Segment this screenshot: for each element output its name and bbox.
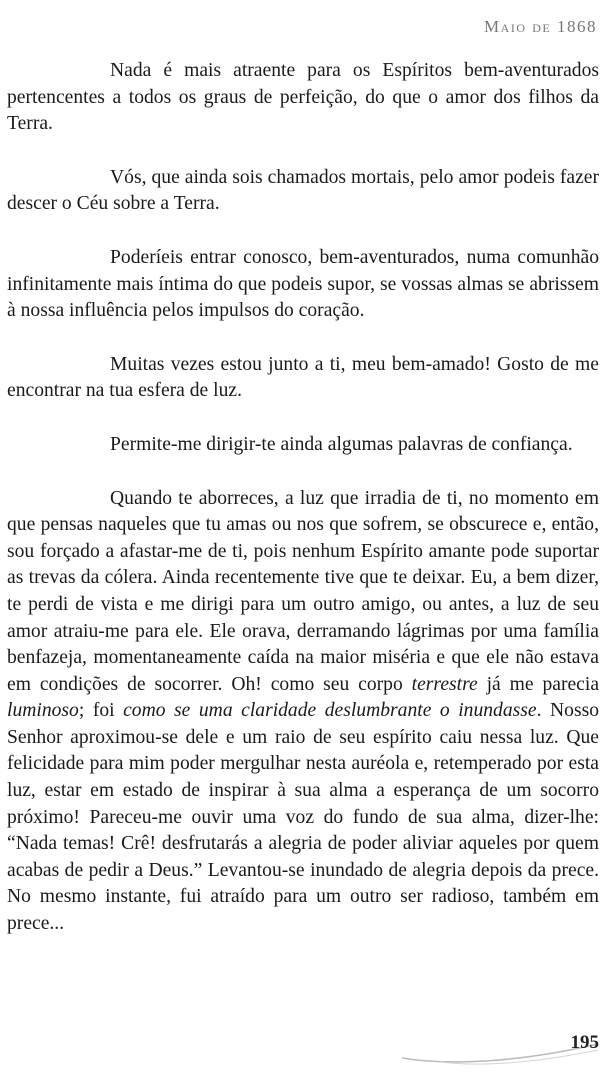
italic-run: luminoso [7, 700, 79, 722]
page-number: 195 [570, 1032, 599, 1053]
paragraph: Nada é mais atraente para os Espíritos bem-aventurados pertencentes a todos os graus de perfeição, do que o amor dos filhos da Terra. [7, 60, 599, 135]
running-header: Maio de 1868 [484, 17, 597, 36]
text-run: ; foi [78, 700, 124, 722]
text-run: já me parecia [477, 673, 600, 695]
page-body [7, 58, 599, 938]
paragraph: Vós, que ainda sois chamados mortais, pelo amor podeis fazer descer o Céu sobre a Terra. [7, 166, 599, 215]
text-run: . Nosso Senhor aproximou-se dele e um raio de seu espírito caiu nessa luz. Que felicidade para mim poder mergulhar nesta auréola e, retemperado por esta luz, estar em estado de inspirar à sua alma a esperança de um socorro próximo! Pareceu-me ouvir uma voz do fundo de sua alma, dizer-lhe: “Nada temas! Crê! desfrutarás a alegria de poder aliviar aqueles por quem acabas de pedir a Deus.” Levantou-se inundado de alegria depois da prece. No mesmo instante, fui atraído para um outro ser radioso, também em prece... [7, 700, 599, 935]
italic-run: terrestre [411, 673, 478, 695]
paragraph: Poderíeis entrar conosco, bem-aventurados, numa comunhão infinitamente mais íntima do que podeis supor, se vossas almas se abrissem à nossa influência pelos impulsos do coração. [7, 246, 599, 322]
paragraph [7, 486, 599, 938]
text-run: Quando te aborreces, a luz que irradia de ti, no momento em que pensas naqueles que tu amas ou nos que sofrem, se obscurece e, então, sou forçado a afastar-me de ti, pois nenhum Espírito amante pode suportar as trevas da cólera. Ainda recentemente tive que te deixar. Eu, a bem dizer, te perdi de vista e me dirigi para um outro amigo, ou antes, a luz de seu amor atraiu-me para ele. Ele orava, derramando lágrimas por uma família benfazeja, momentaneamente caída na maior miséria e que ele não estava em condições de socorrer. Oh! como seu corpo [7, 487, 599, 695]
paragraph: Muitas vezes estou junto a ti, meu bem-amado! Gosto de me encontrar na tua esfera de luz. [7, 353, 599, 402]
paragraph: Permite-me dirigir-te ainda algumas palavras de confiança. [110, 433, 573, 455]
italic-run: como se uma claridade deslumbrante o inundasse [123, 700, 537, 722]
